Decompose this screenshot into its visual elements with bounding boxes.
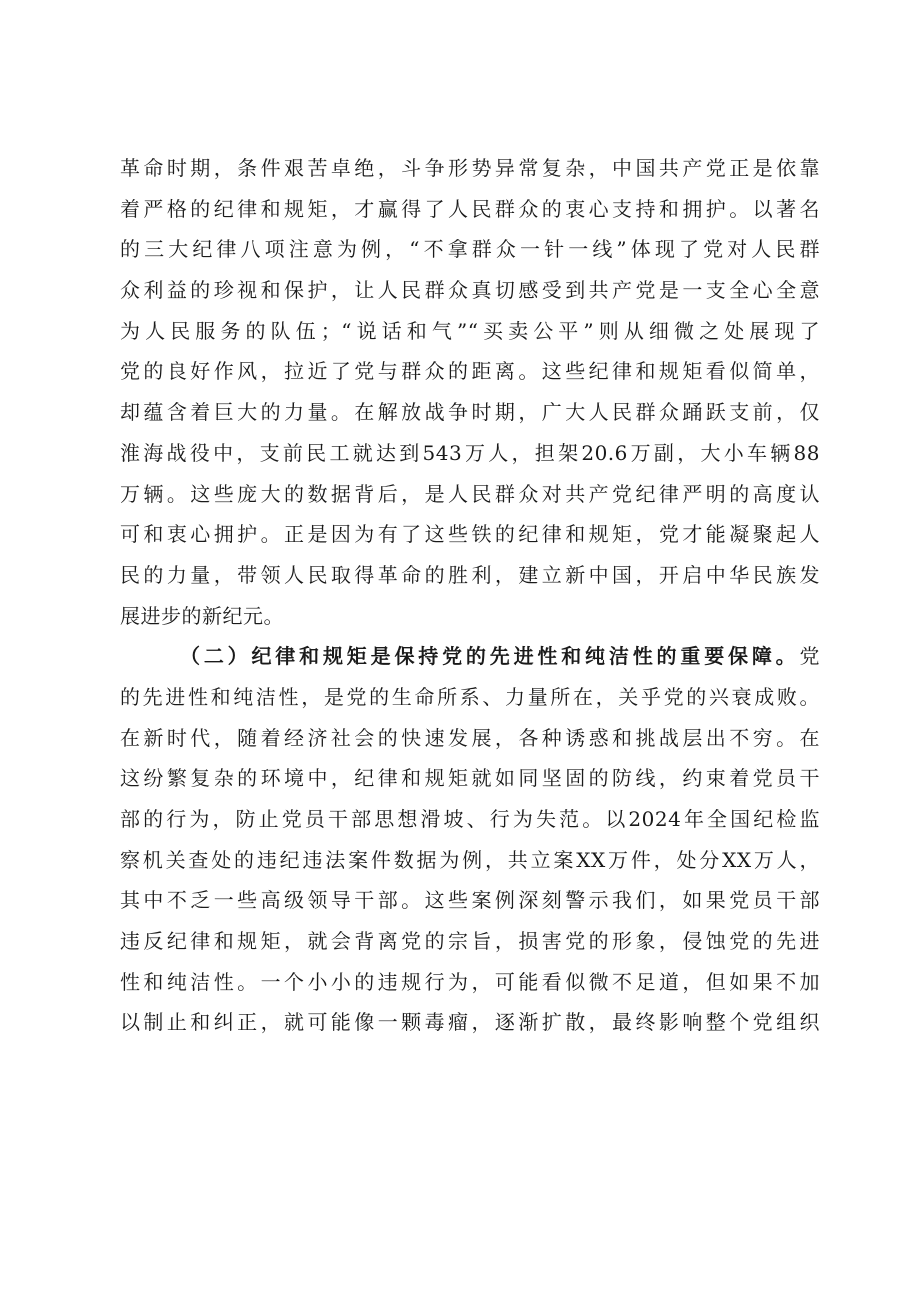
section-heading-line bbox=[120, 636, 820, 677]
paragraph-line: 却蕴含着巨大的力量。在解放战争时期，广大人民群众踊跃支前，仅 bbox=[120, 400, 820, 425]
paragraph-line: 淮海战役中，支前民工就达到543万人，担架20.6万副，大小车辆88 bbox=[120, 440, 820, 465]
paragraph-line: 万辆。这些庞大的数据背后，是人民群众对共产党纪律严明的高度认 bbox=[120, 481, 820, 506]
paragraph-line: 的三大纪律八项注意为例，“不拿群众一针一线”体现了党对人民群 bbox=[120, 237, 820, 262]
paragraph-line: 在新时代，随着经济社会的快速发展，各种诱惑和挑战层出不穷。在 bbox=[120, 725, 820, 750]
paragraph-line: 性和纯洁性。一个小小的违规行为，可能看似微不足道，但如果不加 bbox=[120, 969, 820, 994]
paragraph-line: 其中不乏一些高级领导干部。这些案例深刻警示我们，如果党员干部 bbox=[120, 888, 820, 913]
paragraph-line: 为人民服务的队伍；“说话和气”“买卖公平”则从细微之处展现了 bbox=[120, 318, 820, 343]
paragraph-line: 革命时期，条件艰苦卓绝，斗争形势异常复杂，中国共产党正是依靠 bbox=[120, 156, 820, 180]
paragraph-line: 党的良好作风，拉近了党与群众的距离。这些纪律和规矩看似简单， bbox=[120, 359, 820, 384]
paragraph-line: 察机关查处的违纪违法案件数据为例，共立案XX万件，处分XX万人， bbox=[120, 847, 820, 872]
paragraph-line: 民的力量，带领人民取得革命的胜利，建立新中国，开启中华民族发 bbox=[120, 562, 820, 587]
paragraph-line: 众利益的珍视和保护，让人民群众真切感受到共产党是一支全心全意 bbox=[120, 278, 820, 303]
paragraph-line: 这纷繁复杂的环境中，纪律和规矩就如同坚固的防线，约束着党员干 bbox=[120, 766, 820, 791]
paragraph-line: 着严格的纪律和规矩，才赢得了人民群众的衷心支持和拥护。以著名 bbox=[120, 196, 820, 221]
body-text bbox=[120, 148, 820, 1043]
paragraph-line: 可和衷心拥护。正是因为有了这些铁的纪律和规矩，党才能凝聚起人 bbox=[120, 522, 820, 547]
paragraph-line: 部的行为，防止党员干部思想滑坡、行为失范。以2024年全国纪检监 bbox=[120, 807, 820, 831]
paragraph-line: 以制止和纠正，就可能像一颗毒瘤，逐渐扩散，最终影响整个党组织 bbox=[120, 1010, 820, 1035]
paragraph-line: 展进步的新纪元。 bbox=[120, 603, 284, 628]
section-heading: （二）纪律和规矩是保持党的先进性和纯洁性的重要保障。 bbox=[180, 644, 800, 669]
paragraph-line: 的先进性和纯洁性，是党的生命所系、力量所在，关乎党的兴衰成败。 bbox=[120, 684, 820, 709]
paragraph-line: 违反纪律和规矩，就会背离党的宗旨，损害党的形象，侵蚀党的先进 bbox=[120, 929, 820, 954]
section-heading-tail: 党 bbox=[799, 644, 820, 669]
